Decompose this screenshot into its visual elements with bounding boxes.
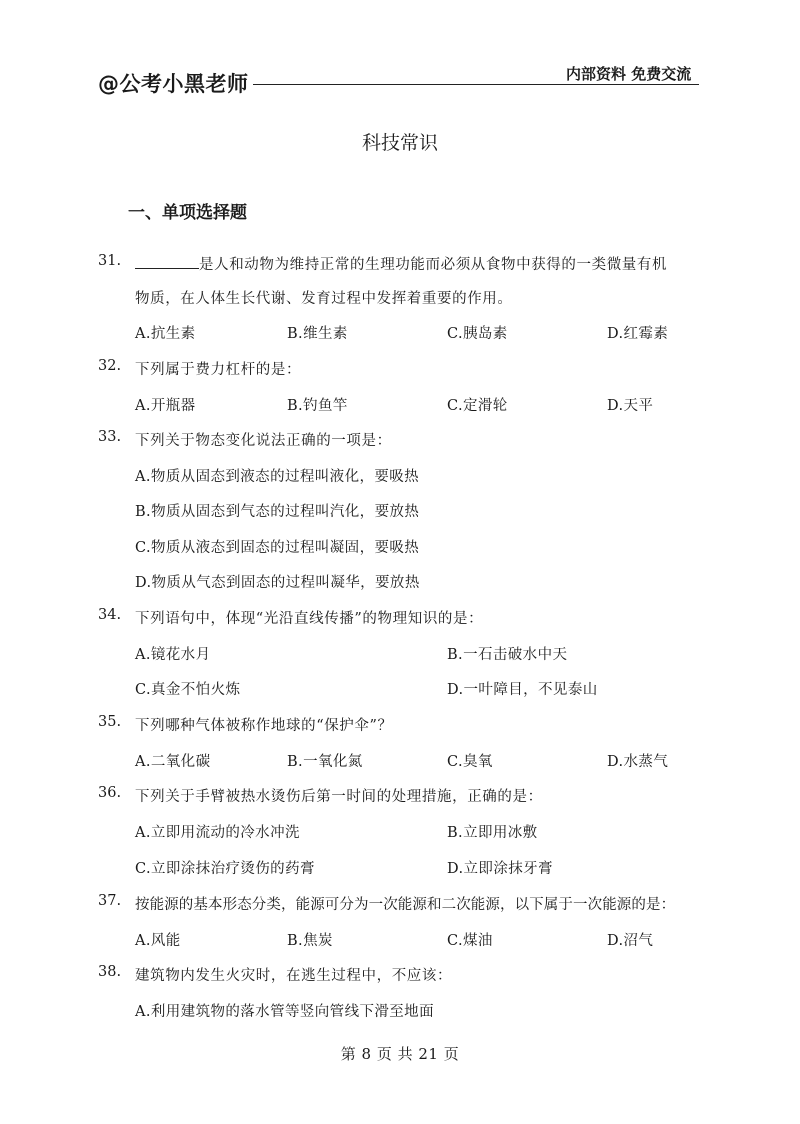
option-a: A.利用建筑物的落水管等竖向管线下滑至地面 xyxy=(135,1004,434,1020)
question-number: 33. xyxy=(98,429,122,445)
question-text: 下列关于物态变化说法正确的一项是： xyxy=(135,433,392,449)
question-text: 下列语句中，体现“光沿直线传播”的物理知识的是： xyxy=(135,611,484,627)
option-d: D.红霉素 xyxy=(607,326,669,342)
option-a: A.立即用流动的冷水冲洗 xyxy=(135,825,300,841)
question-text: 下列属于费力杠杆的是： xyxy=(135,362,302,378)
option-d: D.沼气 xyxy=(607,933,654,949)
question-text: 建筑物内发生火灾时，在逃生过程中，不应该： xyxy=(135,968,453,984)
question-text: 按能源的基本形态分类，能源可分为一次能源和二次能源，以下属于一次能源的是： xyxy=(135,897,676,913)
header-rule xyxy=(253,84,699,85)
option-a: A.风能 xyxy=(135,933,181,949)
option-d: D.天平 xyxy=(607,398,654,414)
question-number: 38. xyxy=(98,964,122,980)
option-d: D.物质从气态到固态的过程叫凝华，要放热 xyxy=(135,575,420,591)
option-c: C.真金不怕火炼 xyxy=(135,682,241,698)
question-text-line2: 物质，在人体生长代谢、发育过程中发挥着重要的作用。 xyxy=(135,291,513,307)
question-number: 35. xyxy=(98,714,122,730)
option-d: D.立即涂抹牙膏 xyxy=(447,861,553,877)
option-a: A.二氧化碳 xyxy=(135,754,211,770)
option-b: B.一石击破水中天 xyxy=(447,647,568,663)
option-c: C.臭氧 xyxy=(447,754,493,770)
option-a: A.开瓶器 xyxy=(135,398,196,414)
question-text-line1: 是人和动物为维持正常的生理功能而必须从食物中获得的一类微量有机 xyxy=(199,257,668,273)
option-c: C.胰岛素 xyxy=(447,326,508,342)
section-title: 一、单项选择题 xyxy=(128,203,247,223)
option-a: A.物质从固态到液态的过程叫液化，要吸热 xyxy=(135,469,420,485)
question-number: 34. xyxy=(98,607,122,623)
option-c: C.定滑轮 xyxy=(447,398,508,414)
question-text: 下列关于手臂被热水烫伤后第一时间的处理措施，正确的是： xyxy=(135,789,543,805)
option-b: B.维生素 xyxy=(287,326,348,342)
option-a: A.镜花水月 xyxy=(135,647,211,663)
option-d: D.一叶障目，不见泰山 xyxy=(447,682,598,698)
option-b: B.立即用冰敷 xyxy=(447,825,538,841)
answer-blank xyxy=(135,255,199,269)
header-brand: @公考小黑老师 xyxy=(98,72,249,96)
option-b: B.一氧化氮 xyxy=(287,754,363,770)
option-d: D.水蒸气 xyxy=(607,754,669,770)
option-b: B.焦炭 xyxy=(287,933,333,949)
question-number: 32. xyxy=(98,358,122,374)
option-c: C.物质从液态到固态的过程叫凝固，要吸热 xyxy=(135,540,420,556)
question-text xyxy=(135,253,667,274)
option-c: C.煤油 xyxy=(447,933,493,949)
page-title: 科技常识 xyxy=(361,132,438,154)
page-footer: 第 8 页 共 21 页 xyxy=(340,1045,460,1063)
option-c: C.立即涂抹治疗烫伤的药膏 xyxy=(135,861,315,877)
option-b: B.钓鱼竿 xyxy=(287,398,348,414)
question-number: 31. xyxy=(98,253,122,269)
header-note: 内部资料 免费交流 xyxy=(566,65,692,83)
question-number: 36. xyxy=(98,785,122,801)
question-number: 37. xyxy=(98,893,122,909)
option-b: B.物质从固态到气态的过程叫汽化，要放热 xyxy=(135,504,420,520)
option-a: A.抗生素 xyxy=(135,326,196,342)
question-text: 下列哪种气体被称作地球的“保护伞”？ xyxy=(135,718,393,734)
